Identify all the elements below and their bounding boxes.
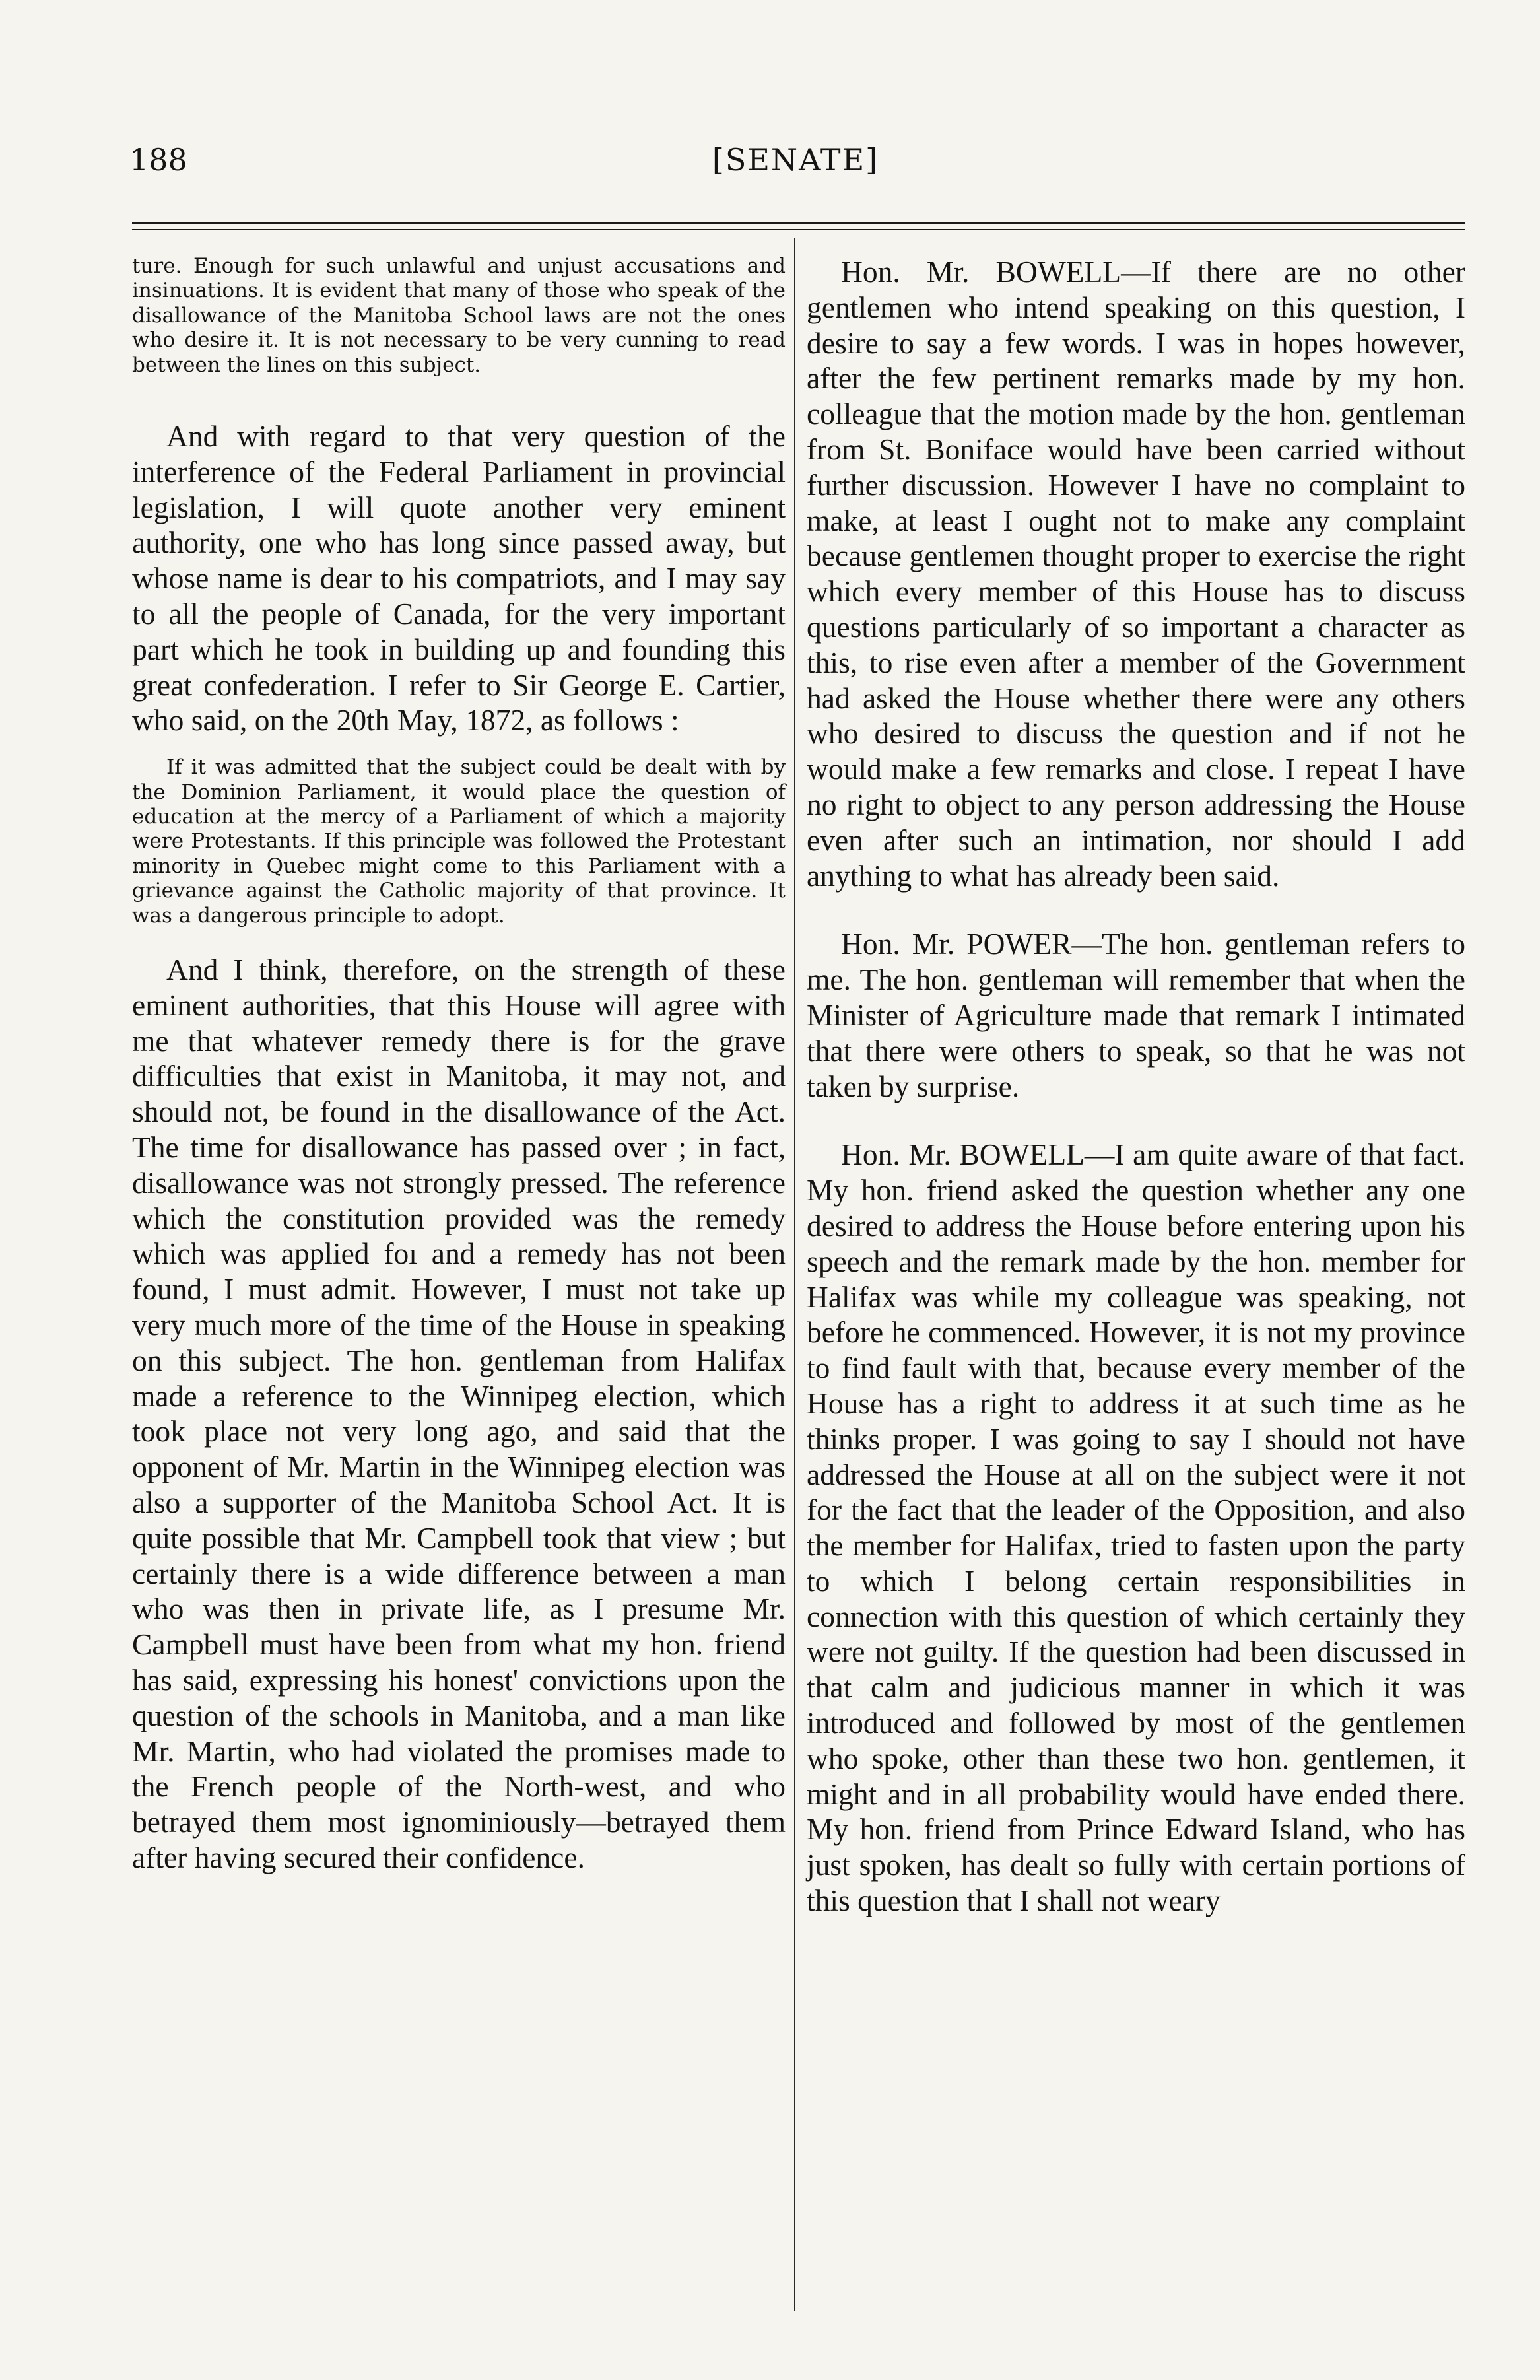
quote-continued: ture. Enough for such unlawful and unjust accusations and insinuations. It is evident that many of those who speak of the disallowance of the Manitoba School laws are not the ones who desire it. It is not necessary to be very cunning to read between the lines on this subject. <box>132 254 786 377</box>
header-rule-thin <box>132 229 1465 230</box>
cartier-quote: If it was admitted that the subject could be dealt with by the Dominion Parliament, it would place the question of education at the mercy of a Parliament of which a majority were Protestants. If this principle was followed the Protestant minority in Quebec might come to this Parliament with a grievance against the Catholic majority of that province. It was a dangerous principle to adopt. <box>132 755 786 928</box>
right-column <box>807 254 1465 1919</box>
page-header <box>125 135 1465 182</box>
page-number: 188 <box>129 142 187 178</box>
speech-bowell-2: Hon. Mr. BOWELL—I am quite aware of that fact. My hon. friend asked the question whether any one desired to address the House before entering upon his speech and the remark made by the hon. member for Halifax was while my colleague was speaking, not before he commenced. However, it is not my province to find fault with that, because every member of the House has a right to address it at such time as he thinks proper. I was going to say I should not have addressed the House at all on the subject were it not for the fact that the leader of the Opposition, and also the member for Halifax, tried to fasten upon the party to which I belong certain responsibilities in connection with this question of which certainly they were not guilty. If the question had been discussed in that calm and judicious manner in which it was introduced and followed by most of the gentlemen who spoke, other than these two hon. gentlemen, it might and in all probability would have ended there. My hon. friend from Prince Edward Island, who has just spoken, has dealt so fully with certain portions of this question that I shall not weary <box>807 1138 1465 1918</box>
column-divider <box>794 238 795 2311</box>
header-rule-thick <box>132 222 1465 224</box>
paragraph-cartier-intro: And with regard to that very question of the interference of the Federal Parliament in provincial legislation, I will quote another very eminent authority, one who has long since passed away, but whose name is dear to his compatriots, and I may say to all the people of Canada, for the very important part which he took in building up and founding this great confederation. I refer to Sir George E. Cartier, who said, on the 20th May, 1872, as follows : <box>132 419 786 737</box>
left-column <box>132 254 786 1876</box>
speech-power-1: Hon. Mr. POWER—The hon. gentleman refers to me. The hon. gentleman will remember that when the Minister of Agriculture made that remark I intimated that there were others to speak, so that he was not taken by surprise. <box>807 927 1465 1103</box>
paragraph-remedy: And I think, therefore, on the strength of these eminent authorities, that this House will agree with me that whatever remedy there is for the grave difficulties that exist in Manitoba, it may not, and should not, be found in the disallowance of the Act. The time for disallowance has passed over ; in fact, disallowance was not strongly pressed. The reference which the constitution provided was the remedy which was applied foı and a remedy has not been found, I must admit. However, I must not take up very much more of the time of the House in speaking on this subject. The hon. gentleman from Halifax made a reference to the Winnipeg election, which took place not very long ago, and said that the opponent of Mr. Martin in the Winnipeg election was also a supporter of the Manitoba School Act. It is quite possible that Mr. Campbell took that view ; but certainly there is a wide difference between a man who was then in private life, as I presume Mr. Campbell must have been from what my hon. friend has said, expressing his honest' convictions upon the question of the schools in Manitoba, and a man like Mr. Martin, who had violated the promises made to the French people of the North-west, and who betrayed them most ignominiously—betrayed them after having secured their confidence. <box>132 953 786 1874</box>
speech-bowell-1: Hon. Mr. BOWELL—If there are no other gentlemen who intend speaking on this question, I desire to say a few words. I was in hopes however, after the few pertinent remarks made by my hon. colleague that the motion made by the hon. gentleman from St. Boniface would have been carried without further discussion. However I have no complaint to make, at least I ought not to make any complaint because gentlemen thought proper to exercise the right which every member of this House has to discuss questions particularly of so important a character as this, to rise even after a member of the Government had asked the House whether there were any others who desired to discuss the question and if not he would make a few remarks and close. I repeat I have no right to object to any person addressing the House even after such an intimation, nor should I add anything to what has already been said. <box>807 255 1465 893</box>
running-head: [SENATE] <box>712 142 879 178</box>
